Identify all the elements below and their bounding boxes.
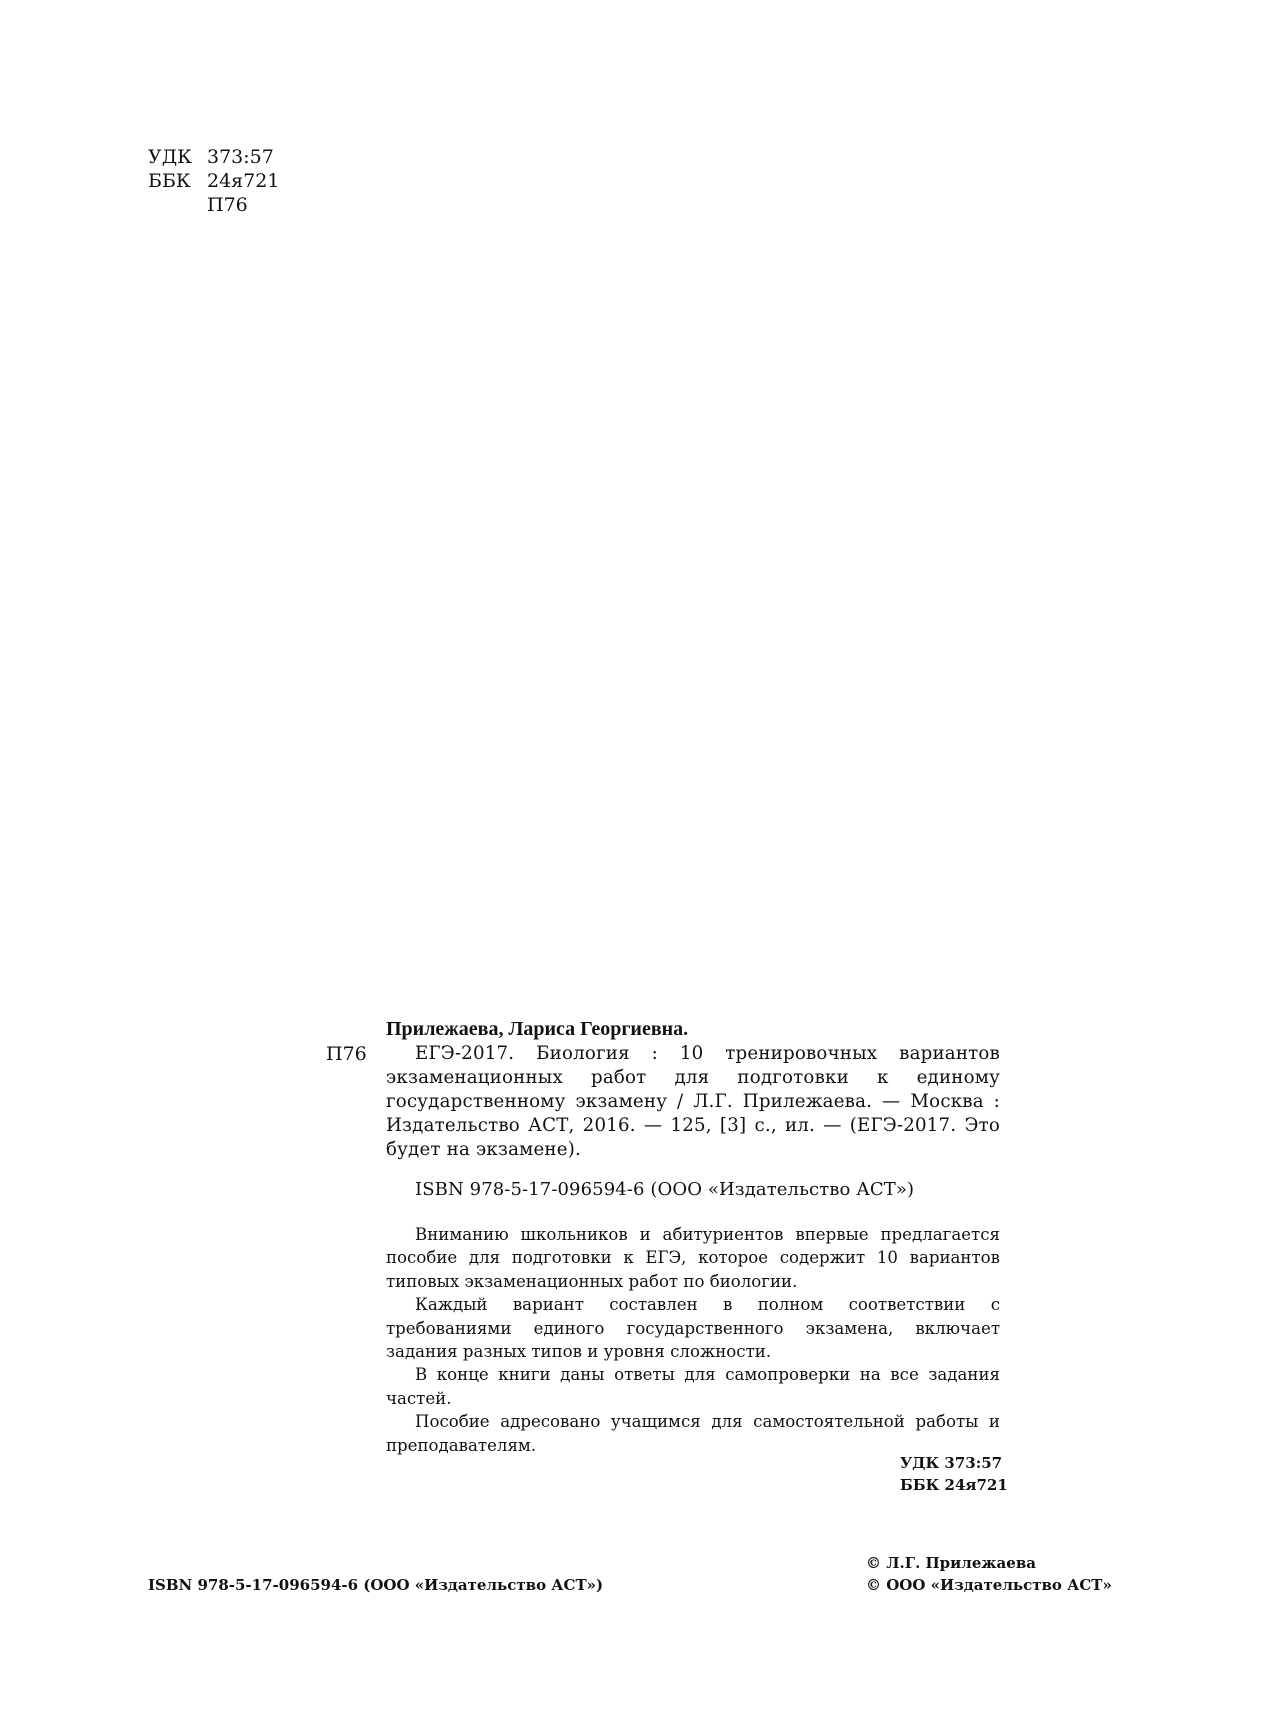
index-udk: УДК 373:57: [900, 1454, 1003, 1472]
shelf-mark: П76: [326, 1043, 367, 1065]
record-isbn: ISBN 978-5-17-096594-6 (ООО «Издательство АСТ»): [415, 1179, 915, 1200]
annotation-paragraph: Пособие адресовано учащимся для самостоятельной работы и преподавателям.: [386, 1412, 1000, 1455]
record-author: Прилежаева, Лариса Георгиевна.: [386, 1018, 689, 1040]
index-block: [900, 1452, 1008, 1496]
footer-isbn: ISBN 978-5-17-096594-6 (ООО «Издательство АСТ»): [148, 1576, 604, 1594]
udk-value: 373:57: [207, 146, 274, 168]
index-bbk: ББК 24я721: [900, 1476, 1008, 1494]
bbk-row: [148, 169, 279, 193]
udk-row: [148, 145, 279, 169]
annotation-paragraph: Каждый вариант составлен в полном соответствии с требованиями единого государственного экзамена, включает задания разных типов и уровня сложности.: [386, 1295, 1000, 1362]
bbk-value: 24я721: [207, 170, 280, 192]
classification-block: [148, 145, 279, 217]
copyright-block: [866, 1552, 1112, 1596]
bbk-label: ББК: [148, 170, 191, 192]
copyright-author: © Л.Г. Прилежаева: [866, 1554, 1036, 1572]
record-description: ЕГЭ-2017. Биология : 10 тренировочных вариантов экзаменационных работ для подготовки к единому государственному экзамену / Л.Г. Прилежаева. — Москва : Издательство АСТ, 2016. — 125, [3] с., ил. — (ЕГЭ-2017. Это будет на экзамене).: [386, 1043, 1000, 1160]
annotation: [386, 1223, 1000, 1457]
annotation-paragraph: В конце книги даны ответы для самопроверки на все задания частей.: [386, 1365, 1000, 1408]
udk-label: УДК: [148, 146, 192, 168]
annotation-paragraph: Вниманию школьников и абитуриентов впервые предлагается пособие для подготовки к ЕГЭ, которое содержит 10 вариантов типовых экзаменационных работ по биологии.: [386, 1225, 1000, 1291]
copyright-publisher: © ООО «Издательство АСТ»: [866, 1576, 1112, 1594]
author-mark: П76: [207, 194, 248, 216]
author-mark-row: [148, 193, 279, 217]
